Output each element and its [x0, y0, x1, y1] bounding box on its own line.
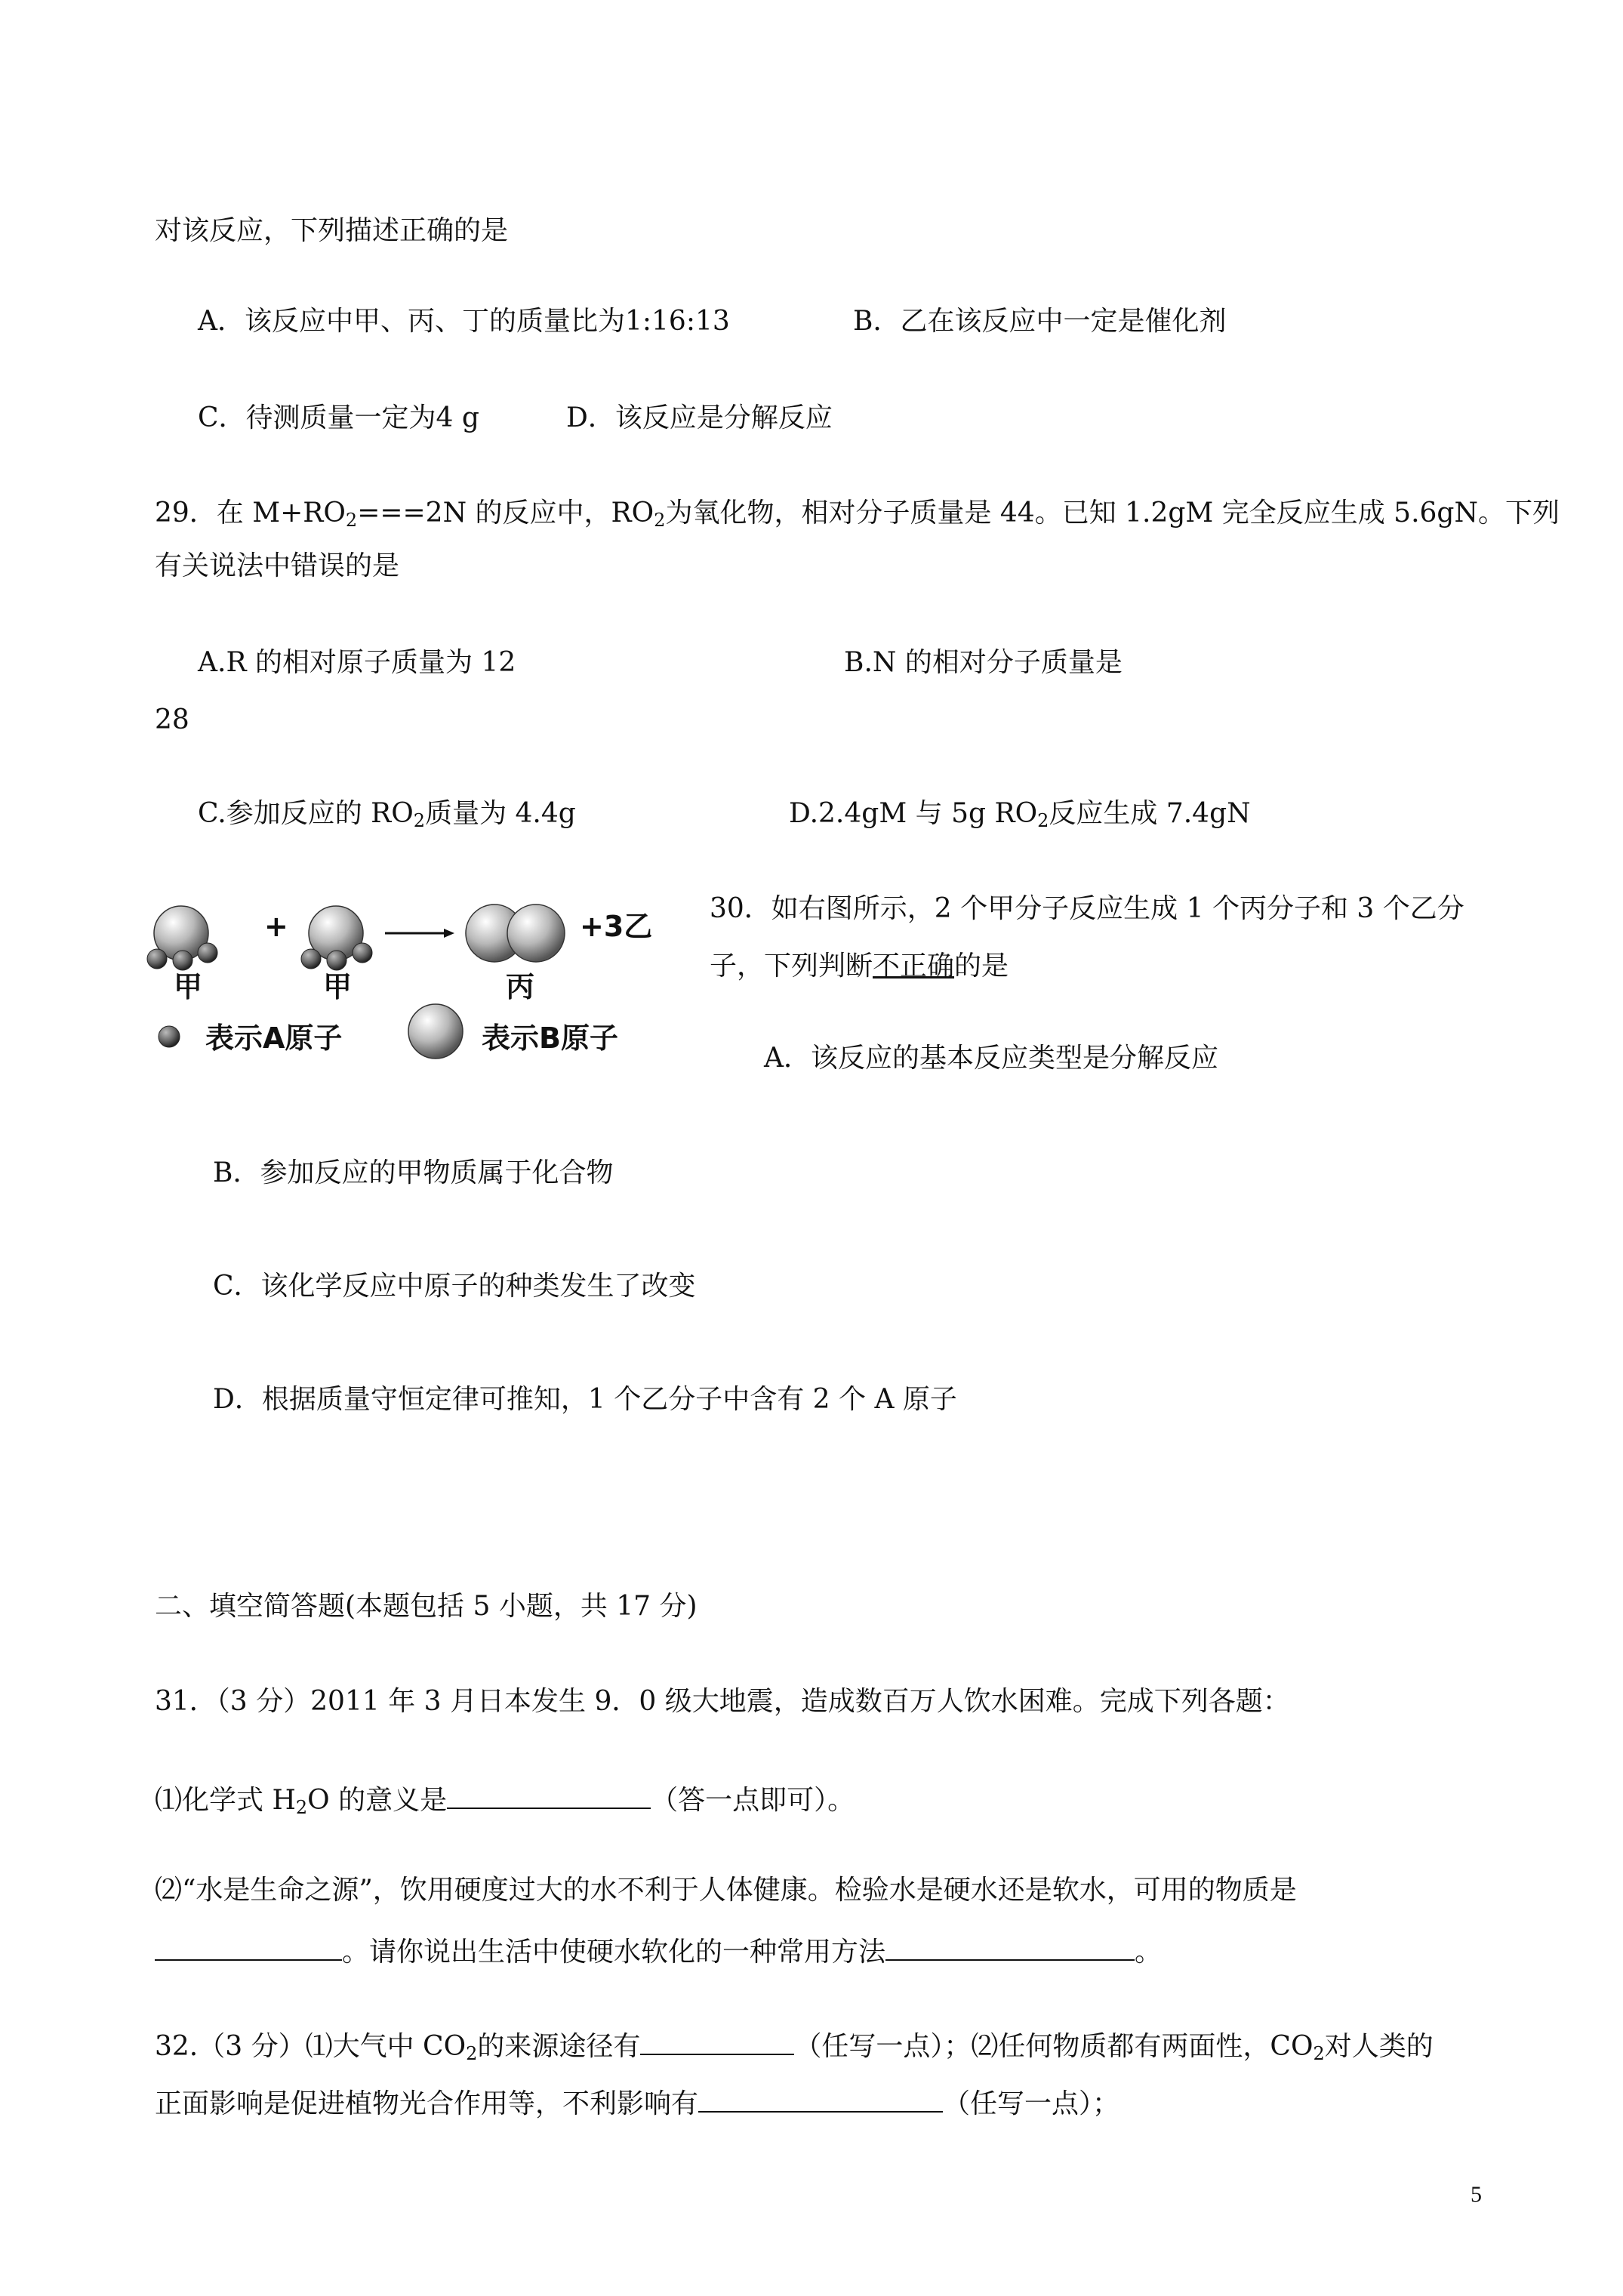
legend-b-label: 表示B原子	[482, 1022, 618, 1055]
q30-molecule-diagram	[143, 876, 687, 1072]
jia-molecule-2	[301, 906, 372, 970]
legend-b-atom-icon	[408, 1004, 463, 1059]
label-jia-2: 甲	[323, 970, 353, 1003]
q29-option-d: D.2.4gM 与 5g $RO_2$反应生成 7.4gN	[789, 798, 1251, 831]
plus-three-yi: +3乙	[580, 910, 653, 943]
q31-stem: 31．（3 分）2011 年 3 月日本发生 9．0 级大地震，造成数百万人饮水困难。完成下列各题：	[155, 1686, 1290, 1717]
q28-stem: 对该反应，下列描述正确的是	[155, 215, 509, 246]
jia-molecule-1	[147, 906, 217, 970]
q29-option-a: A.R 的相对原子质量为 12	[198, 647, 516, 678]
q30-option-c: C．该化学反应中原子的种类发生了改变	[213, 1271, 696, 1302]
q30-line2: 子，下列判断不正确的是	[710, 951, 1009, 982]
q31-part2-line1: ⑵“水是生命之源”，饮用硬度过大的水不利于人体健康。检验水是硬水还是软水，可用的物质是	[155, 1875, 1297, 1906]
q28-option-a: A．该反应中甲、丙、丁的质量比为1:16:13	[198, 306, 730, 337]
q31-part2-line2: 。请你说出生活中使硬水软化的一种常用方法 。	[155, 1929, 1162, 1971]
q29-option-b-cont: 28	[155, 704, 189, 735]
q31-part2-answer-blank-1[interactable]	[155, 1929, 342, 1961]
q29-option-b: B.N 的相对分子质量是	[844, 647, 1123, 678]
q31-part1-answer-blank[interactable]	[447, 1777, 651, 1809]
q30-option-a: A．该反应的基本反应类型是分解反应	[764, 1043, 1218, 1074]
q29-line2: 有关说法中错误的是	[155, 550, 400, 581]
legend-a-atom-icon	[159, 1026, 180, 1047]
section-2-title: 二、填空简答题(本题包括 5 小题，共 17 分)	[155, 1591, 698, 1622]
reaction-arrow	[385, 929, 454, 938]
q28-option-b: B．乙在该反应中一定是催化剂	[853, 306, 1227, 337]
legend-a-label: 表示A原子	[205, 1022, 343, 1055]
q30-option-d: D．根据质量守恒定律可推知，1 个乙分子中含有 2 个 A 原子	[213, 1384, 957, 1415]
q32-answer-blank-1[interactable]	[640, 2023, 794, 2055]
label-jia-1: 甲	[174, 970, 203, 1003]
q32-answer-blank-2[interactable]	[698, 2081, 943, 2113]
q28-option-d: D．该反应是分解反应	[566, 402, 833, 433]
label-bing: 丙	[506, 970, 535, 1003]
q31-part2-answer-blank-2[interactable]	[885, 1929, 1135, 1961]
q28-option-c: C．待测质量一定为4 g	[198, 402, 479, 433]
q29-line1: 29．在 $M+RO_2===2N$ 的反应中，$RO_2$为氧化物，相对分子质量是 44。已知 1.2gM 完全反应生成 5.6gN。下列	[155, 498, 1560, 531]
q32-line1: 32.（3 分）⑴大气中 $CO_2$的来源途径有 （任写一点）；⑵任何物质都有两面性，$CO_2$对人类的	[155, 2023, 1434, 2065]
q31-part1: ⑴化学式 $H_2O$ 的意义是 （答一点即可）。	[155, 1777, 855, 1819]
q29-option-c: C.参加反应的 $RO_2$质量为 4.4g	[198, 798, 576, 831]
q32-line2: 正面影响是促进植物光合作用等，不利影响有 （任写一点）；	[155, 2081, 1119, 2122]
q30-option-b: B．参加反应的甲物质属于化合物	[213, 1157, 614, 1188]
q30-line1: 30．如右图所示，2 个甲分子反应生成 1 个丙分子和 3 个乙分	[710, 893, 1464, 924]
bing-molecule	[466, 905, 565, 962]
page-number: 5	[1471, 2182, 1482, 2207]
plus-sign-1: +	[264, 910, 288, 943]
